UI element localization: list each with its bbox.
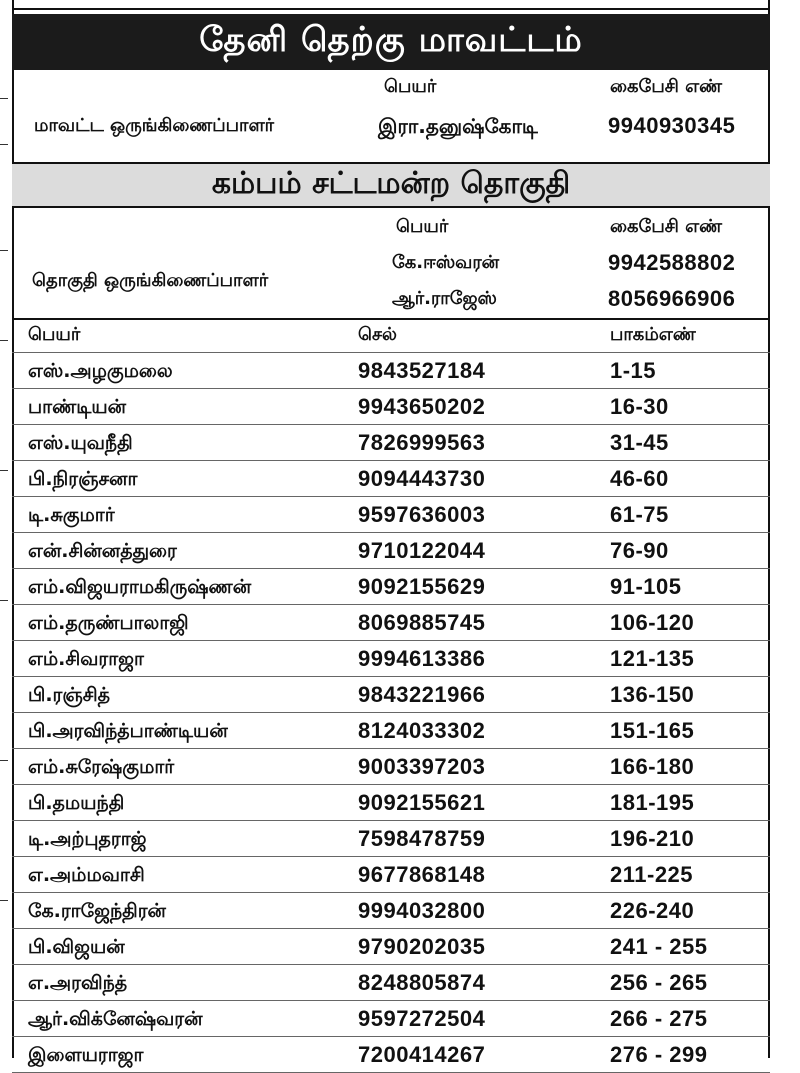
- member-phone: 7200414267: [358, 1042, 486, 1067]
- member-name: எம்.சிவராஜா: [28, 648, 144, 670]
- table-row: [12, 677, 770, 713]
- district-role: மாவட்ட ஒருங்கிணைப்பாளர்: [34, 115, 275, 136]
- member-name: பி.அரவிந்த்பாண்டியன்: [28, 720, 228, 742]
- member-phone: 9943650202: [358, 394, 486, 419]
- table-row: [12, 749, 770, 785]
- left-tick: [0, 600, 8, 601]
- member-phone: 9597636003: [358, 502, 486, 527]
- constituency-coordinator-phone: 8056966906: [608, 286, 736, 311]
- member-name: டி.சுகுமார்: [28, 504, 115, 526]
- member-phone: 7826999563: [358, 430, 486, 455]
- table-row: [12, 569, 770, 605]
- table-row: [12, 353, 770, 389]
- member-name: பி.தமயந்தி: [28, 792, 125, 814]
- member-name: பி.விஜயன்: [28, 936, 125, 958]
- table-header-part: பாகம்எண்: [610, 324, 696, 345]
- left-tick: [0, 470, 8, 471]
- table-row: [12, 389, 770, 425]
- member-part-range: 211-225: [610, 862, 694, 887]
- member-part-range: 256 - 265: [610, 970, 708, 995]
- member-name: பி.நிரஞ்சனா: [28, 468, 138, 490]
- table-header-name: பெயர்: [28, 324, 81, 345]
- district-coordinator-row: [12, 106, 770, 146]
- member-name: எ.அம்மவாசி: [28, 864, 145, 886]
- table-row: [12, 533, 770, 569]
- member-part-range: 121-135: [610, 646, 695, 671]
- constituency-header-phone: கைபேசி எண்: [610, 216, 723, 237]
- member-phone: 9597272504: [358, 1006, 486, 1031]
- member-name: பி.ரஞ்சித்: [28, 684, 111, 706]
- member-part-range: 136-150: [610, 682, 695, 707]
- member-phone: 9994613386: [358, 646, 486, 671]
- member-name: எம்.தருண்பாலாஜி: [28, 612, 189, 634]
- member-part-range: 1-15: [610, 358, 657, 383]
- top-band: [12, 0, 770, 10]
- table-row: [12, 605, 770, 641]
- member-part-range: 61-75: [610, 502, 669, 527]
- member-part-range: 16-30: [610, 394, 669, 419]
- member-part-range: 196-210: [610, 826, 695, 851]
- member-name: எம்.சுரேஷ்குமார்: [28, 756, 175, 778]
- table-row: [12, 641, 770, 677]
- constituency-coordinator-name: ஆர்.ராஜேஸ்: [392, 288, 497, 309]
- table-row: [12, 965, 770, 1001]
- member-name: எ.அரவிந்த்: [28, 972, 128, 994]
- member-name: கே.ராஜேந்திரன்: [28, 900, 166, 922]
- table-row: [12, 1037, 770, 1073]
- member-phone: 9094443730: [358, 466, 486, 491]
- left-tick: [0, 144, 8, 145]
- member-part-range: 241 - 255: [610, 934, 708, 959]
- table-row: [12, 857, 770, 893]
- member-phone: 7598478759: [358, 826, 486, 851]
- district-coordinator-name: இரா.தனுஷ்கோடி: [378, 114, 538, 138]
- left-tick: [0, 340, 8, 341]
- member-phone: 9092155629: [358, 574, 486, 599]
- member-part-range: 46-60: [610, 466, 669, 491]
- member-phone: 9710122044: [358, 538, 486, 563]
- member-phone: 9994032800: [358, 898, 486, 923]
- member-part-range: 166-180: [610, 754, 695, 779]
- member-part-range: 31-45: [610, 430, 669, 455]
- member-phone: 9092155621: [358, 790, 486, 815]
- member-phone: 8069885745: [358, 610, 486, 635]
- member-name: எம்.விஜயராமகிருஷ்ணன்: [28, 576, 252, 598]
- member-name: இளையராஜா: [28, 1044, 144, 1066]
- constituency-role: தொகுதி ஒருங்கிணைப்பாளர்: [32, 270, 269, 291]
- member-part-range: 266 - 275: [610, 1006, 708, 1031]
- member-name: ஆர்.விக்னேஷ்வரன்: [28, 1008, 203, 1030]
- table-row: [12, 785, 770, 821]
- member-phone: 9843527184: [358, 358, 486, 383]
- district-header-phone: கைபேசி எண்: [610, 76, 723, 97]
- member-part-range: 91-105: [610, 574, 682, 599]
- constituency-title: கம்பம் சட்டமன்ற தொகுதி: [12, 162, 770, 208]
- member-name: டி.அற்புதராஜ்: [28, 828, 147, 850]
- member-phone: 8124033302: [358, 718, 486, 743]
- table-row: [12, 713, 770, 749]
- member-name: என்.சின்னத்துரை: [28, 540, 177, 562]
- table-row: [12, 821, 770, 857]
- left-tick: [0, 98, 8, 99]
- member-name: பாண்டியன்: [28, 396, 127, 418]
- table-row: [12, 425, 770, 461]
- constituency-coordinator-phone: 9942588802: [608, 250, 736, 275]
- member-phone: 9843221966: [358, 682, 486, 707]
- member-part-range: 226-240: [610, 898, 695, 923]
- table-row: [12, 461, 770, 497]
- constituency-header-name: பெயர்: [396, 216, 449, 237]
- table-row: [12, 929, 770, 965]
- left-tick: [0, 900, 8, 901]
- district-title: தேனி தெற்கு மாவட்டம்: [12, 14, 770, 70]
- district-coordinator-phone: 9940930345: [608, 113, 736, 138]
- member-phone: 9790202035: [358, 934, 486, 959]
- district-header-name: பெயர்: [384, 76, 437, 97]
- left-tick: [0, 760, 8, 761]
- left-column-strip: [0, 0, 12, 1058]
- table-row: [12, 497, 770, 533]
- constituency-coordinator-name: கே.ஈஸ்வரன்: [392, 252, 500, 273]
- table-header-cell: செல்: [358, 324, 397, 345]
- member-part-range: 76-90: [610, 538, 669, 563]
- left-tick: [0, 250, 8, 251]
- table-row: [12, 893, 770, 929]
- member-phone: 8248805874: [358, 970, 486, 995]
- constituency-header-row: [12, 212, 770, 242]
- member-part-range: 276 - 299: [610, 1042, 708, 1067]
- member-phone: 9003397203: [358, 754, 486, 779]
- member-part-range: 151-165: [610, 718, 695, 743]
- table-header-row: [12, 318, 770, 352]
- member-part-range: 181-195: [610, 790, 695, 815]
- member-name: எஸ்.யுவநீதி: [28, 432, 133, 454]
- member-phone: 9677868148: [358, 862, 486, 887]
- member-name: எஸ்.அழகுமலை: [28, 360, 173, 382]
- table-row: [12, 1001, 770, 1037]
- constituency-coordinator-row: [12, 246, 770, 291]
- member-part-range: 106-120: [610, 610, 695, 635]
- constituency-coordinator-row: [12, 282, 770, 316]
- district-header-row: [12, 72, 770, 102]
